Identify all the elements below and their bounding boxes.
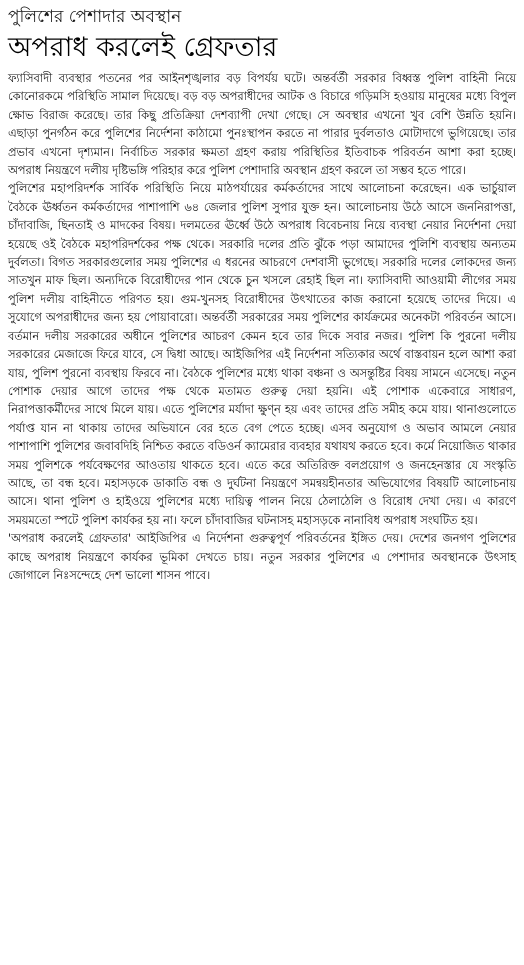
article-paragraph: 'অপরাধ করলেই গ্রেফতার' আইজিপির এ নির্দেশনা গুরুত্বপূর্ণ পরিবর্তনের ইঙ্গিত দেয়। দেশের জনগণ পুলিশের কাছে অপরাধ নিয়ন্ত্রণে কার্যকর ভূমিকা দেখতে চায়। নতুন সরকার পুলিশের এ পেশাদার অবস্থানকে উৎসাহ জোগালে নিঃসন্দেহে দেশ ভালো শাসন পাবে। (8, 532, 516, 582)
article-kicker: পুলিশের পেশাদার অবস্থান (8, 7, 182, 27)
article-paragraph: ফ্যাসিবাদী ব্যবস্থার পতনের পর আইনশৃঙ্খলার বড় বিপর্যয় ঘটে। অন্তর্বর্তী সরকার বিধ্বস্ত পুলিশ বাহিনী নিয়ে কোনোরকমে পরিস্থিতি সামাল দিয়েছে। বড় বড় অপরাধীদের আটক ও বিচারে গড়িমসি হওয়ায় মানুষের মধ্যে বিপুল ক্ষোভ বিরাজ করেছে। তার কিছু প্রতিক্রিয়া দেশব্যাপী দেখা গেছে। সে অবস্থার এখনো খুব বেশি উন্নতি হয়নি। এছাড়া পুনর্গঠন করে পুলিশের নির্দেশনা কাঠামো পুনঃস্থাপন করতে না পারার দুর্বলতাও মোটাদাগে ভুগিয়েছে। তার প্রভাব এখনো দৃশ্যমান। নির্বাচিত সরকার ক্ষমতা গ্রহণ করায় পরিস্থিতির ইতিবাচক পরিবর্তন আশা করা হচ্ছে। অপরাধ নিয়ন্ত্রণে দলীয় দৃষ্টিভঙ্গি পরিহার করে পুলিশ পেশাদারি অবস্থান গ্রহণ করলে তা সম্ভব হতে পারে। (8, 72, 516, 178)
article-body (8, 70, 516, 585)
article-headline: অপরাধ করলেই গ্রেফতার (8, 32, 278, 63)
article-paragraph: পুলিশের মহাপরিদর্শক সার্বিক পরিস্থিতি নিয়ে মাঠপর্যায়ের কর্মকর্তাদের সাথে আলোচনা করেছেন। এক ভার্চুয়াল বৈঠকে ঊর্ধ্বতন কর্মকর্তাদের পাশাপাশি ৬৪ জেলার পুলিশ সুপার যুক্ত হন। আলোচনায় উঠে আসে জননিরাপত্তা, চাঁদাবাজি, ছিনতাই ও মাদকের বিষয়। দলমতের ঊর্ধ্বে উঠে অপরাধ বিবেচনায় নিয়ে ব্যবস্থা নেয়ার নির্দেশনা দেয়া হয়েছে ওই বৈঠকে মহাপরিদর্শকের পক্ষ থেকে। সরকারি দলের প্রতি ঝুঁকে পড়া আমাদের পুলিশি ব্যবস্থায় অন্যতম দুর্বলতা। বিগত সরকারগুলোর সময় পুলিশের এ ধরনের আচরণে দেশবাসী ভুগেছে। সরকারি দলের লোকদের জন্য সাতখুন মাফ ছিল। অন্যদিকে বিরোধীদের পান থেকে চুন খসলে রেহাই ছিল না। ফ্যাসিবাদী আওয়ামী লীগের সময় পুলিশ দলীয় বাহিনীতে পরিণত হয়। গুম-খুনসহ বিরোধীদের উৎখাতের কাজ করানো হয়েছে তাদের দিয়ে। এ সুযোগে অপরাধীদের জন্য হয় পোয়াবারো। অন্তর্বর্তী সরকারের সময় পুলিশের কার্যক্রমের অনেকটা পরিবর্তন আসে। বর্তমান দলীয় সরকারের অধীনে পুলিশের আচরণ কেমন হবে তার দিকে সবার নজর। পুলিশ কি পুরনো দলীয় সরকারের মেজাজে ফিরে যাবে, সে দ্বিধা আছে। আইজিপির এই নির্দেশনা সত্যিকার অর্থে বাস্তবায়ন হলে আশা করা যায়, পুলিশ পুরনো ব্যবস্থায় ফিরবে না। বৈঠকে পুলিশের মধ্যে থাকা বঞ্চনা ও অসন্তুষ্টির বিষয় সামনে এসেছে। নতুন পোশাক দেয়ার আগে তাদের পক্ষ থেকে মতামত গুরুত্ব দেয়া হয়নি। এই পোশাক একেবারে সাধারণ, নিরাপত্তাকর্মীদের সাথে মিলে যায়। এতে পুলিশের মর্যাদা ক্ষুণ্ন হয় এবং তাদের প্রতি সমীহ কমে যায়। থানাগুলোতে পর্যাপ্ত যান না থাকায় তাদের অভিযানে বের হতে বেগ পেতে হচ্ছে। এসব অনুযোগ ও অভাব আমলে নেয়ার পাশাপাশি পুলিশের জবাবদিহি নিশ্চিত করতে বডিওর্ন ক্যামেরার ব্যবহার যথাযথ করতে হবে। কর্মে নিয়োজিত থাকার সময় পুলিশকে পর্যবেক্ষণের আওতায় থাকতে হবে। এতে করে অতিরিক্ত বলপ্রয়োগ ও জনহেনস্তার যে সংস্কৃতি আছে, তা বন্ধ হবে। মহাসড়কে ডাকাতি বন্ধ ও দুর্ঘটনা নিয়ন্ত্রণে সমন্বয়হীনতার অভিযোগের বিষয়টি আলোচনায় আসে। থানা পুলিশ ও হাইওয়ে পুলিশের মধ্যে দায়িত্ব পালন নিয়ে ঠেলাঠেলি ও বিরোধ দেখা দেয়। এ কারণে সময়মতো স্পটে পুলিশ কার্যকর হয় না। ফলে চাঁদাবাজির ঘটনাসহ মহাসড়কে নানাবিধ অপরাধ সংঘটিত হয়। (8, 182, 516, 527)
